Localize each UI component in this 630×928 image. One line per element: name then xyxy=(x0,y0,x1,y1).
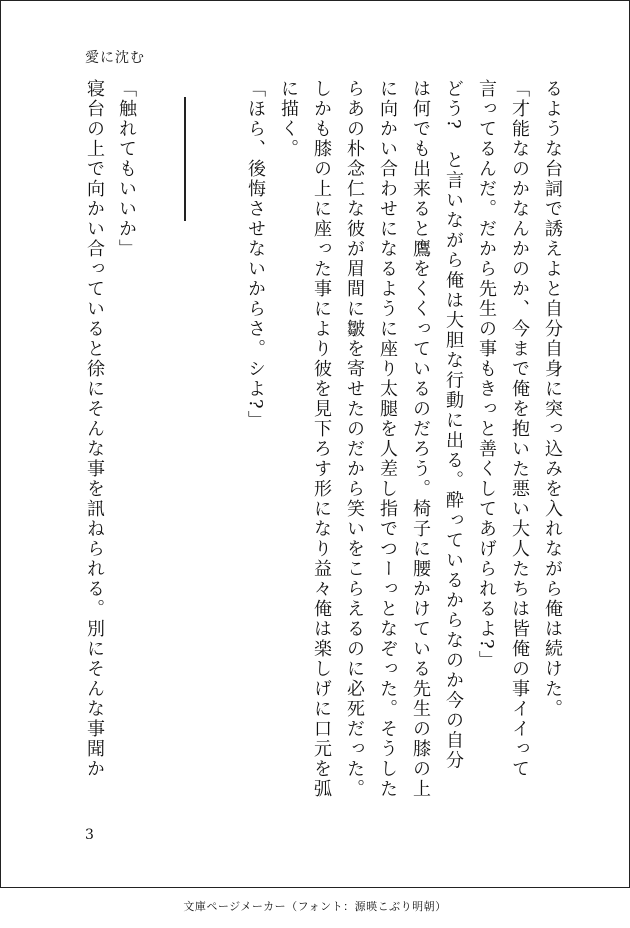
footer-caption: 文庫ページメーカー（フォント：源暎こぶり明朝） xyxy=(183,900,447,913)
text-column: しかも膝の上に座った事により彼を見下ろす形になり益々俺は楽しげに口元を弧 xyxy=(311,79,332,799)
running-title: 愛に沈む xyxy=(85,50,145,66)
page-number: 3 xyxy=(85,827,94,843)
text-column: 「才能なのかなんかのか、今まで俺を抱いた悪い大人たちは皆俺の事イイって xyxy=(509,79,530,779)
text-column: に描く。 xyxy=(278,79,299,159)
text-column: 「ほら、後悔させないからさ。シよ?」 xyxy=(245,79,266,431)
scene-divider xyxy=(184,97,186,221)
text-column: らあの朴念仁な彼が眉間に皺を寄せたのだから笑いをこらえるのに必死だった。 xyxy=(344,79,365,799)
text-column: 寝台の上で向かい合っていると徐にそんな事を訊ねられる。別にそんな事聞か xyxy=(84,79,105,779)
text-column: に向かい合わせになるように座り太腿を人差し指でつーっとなぞった。そうした xyxy=(377,79,398,799)
text-column: 「触れてもいいか」 xyxy=(116,79,137,259)
text-column: るような台詞で誘えよと自分自身に突っ込みを入れながら俺は続けた。 xyxy=(542,79,563,719)
text-column: は何でも出来ると鷹をくくっているのだろう。椅子に腰かけている先生の膝の上 xyxy=(410,79,431,799)
text-column: どう? と言いながら俺は大胆な行動に出る。酔っているからなのか今の自分 xyxy=(443,79,464,771)
text-column: 言ってるんだ。だから先生の事もきっと善くしてあげられるよ?」 xyxy=(476,79,497,671)
